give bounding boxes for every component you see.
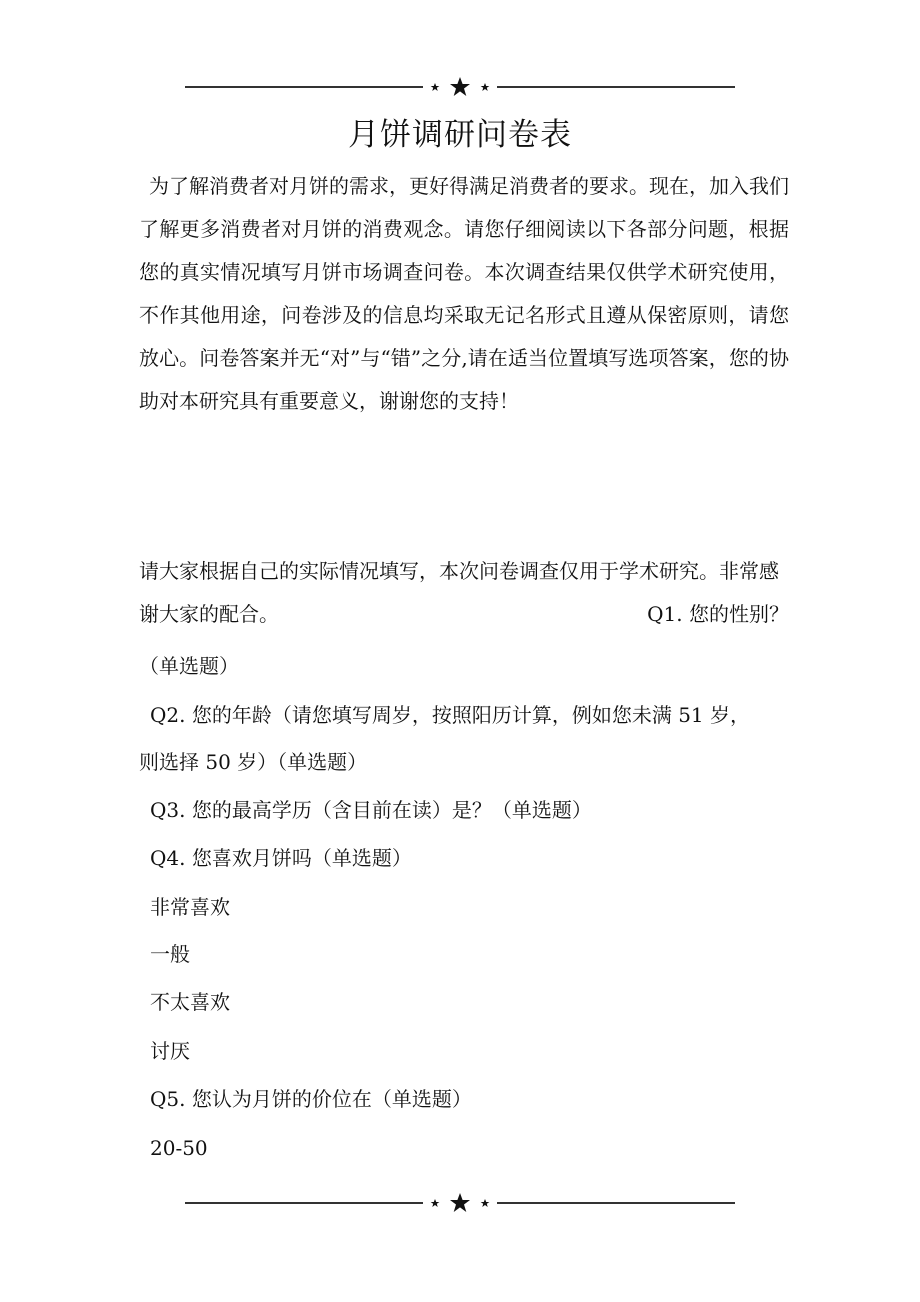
star-icon <box>450 77 470 96</box>
small-star-icon <box>431 1199 440 1207</box>
question-1-type: （单选题） <box>139 654 239 678</box>
question-4-option: 讨厌 <box>150 1039 190 1063</box>
star-icon <box>450 1193 470 1212</box>
document-title: 月饼调研问卷表 <box>348 117 572 153</box>
question-5: Q5. 您认为月饼的价位在（单选题） <box>150 1087 472 1111</box>
small-star-icon <box>431 83 440 91</box>
question-5-option: 20-50 <box>150 1136 208 1160</box>
question-2-line-1: Q2. 您的年龄（请您填写周岁，按照阳历计算，例如您未满 51 岁， <box>150 703 750 727</box>
question-1-label: Q1. 您的性别？ <box>647 602 789 626</box>
question-4-option: 不太喜欢 <box>150 990 230 1014</box>
note-paragraph <box>139 550 789 636</box>
small-star-icon <box>481 1199 490 1207</box>
question-2-line-2: 则选择 50 岁）（单选题） <box>139 750 368 774</box>
intro-paragraph: 为了解消费者对月饼的需求，更好得满足消费者的要求。现在，加入我们了解更多消费者对月饼的消费观念。请您仔细阅读以下各部分问题，根据您的真实情况填写月饼市场调查问卷。本次调查结果仅供学术研究使用，不作其他用途，问卷涉及的信息均采取无记名形式且遵从保密原则，请您放心。问卷答案并无“对”与“错”之分,请在适当位置填写选项答案，您的协助对本研究具有重要意义，谢谢您的支持！ <box>139 174 789 413</box>
note-text: 请大家根据自己的实际情况填写，本次问卷调查仅用于学术研究。非常感谢大家的配合。 <box>139 559 779 626</box>
bottom-divider <box>185 1193 735 1213</box>
small-star-icon <box>481 83 490 91</box>
question-4-option: 非常喜欢 <box>150 895 230 919</box>
question-3: Q3. 您的最高学历（含目前在读）是？（单选题） <box>150 798 592 822</box>
question-4-option: 一般 <box>150 942 190 966</box>
question-4: Q4. 您喜欢月饼吗（单选题） <box>150 846 412 870</box>
top-divider <box>185 77 735 97</box>
